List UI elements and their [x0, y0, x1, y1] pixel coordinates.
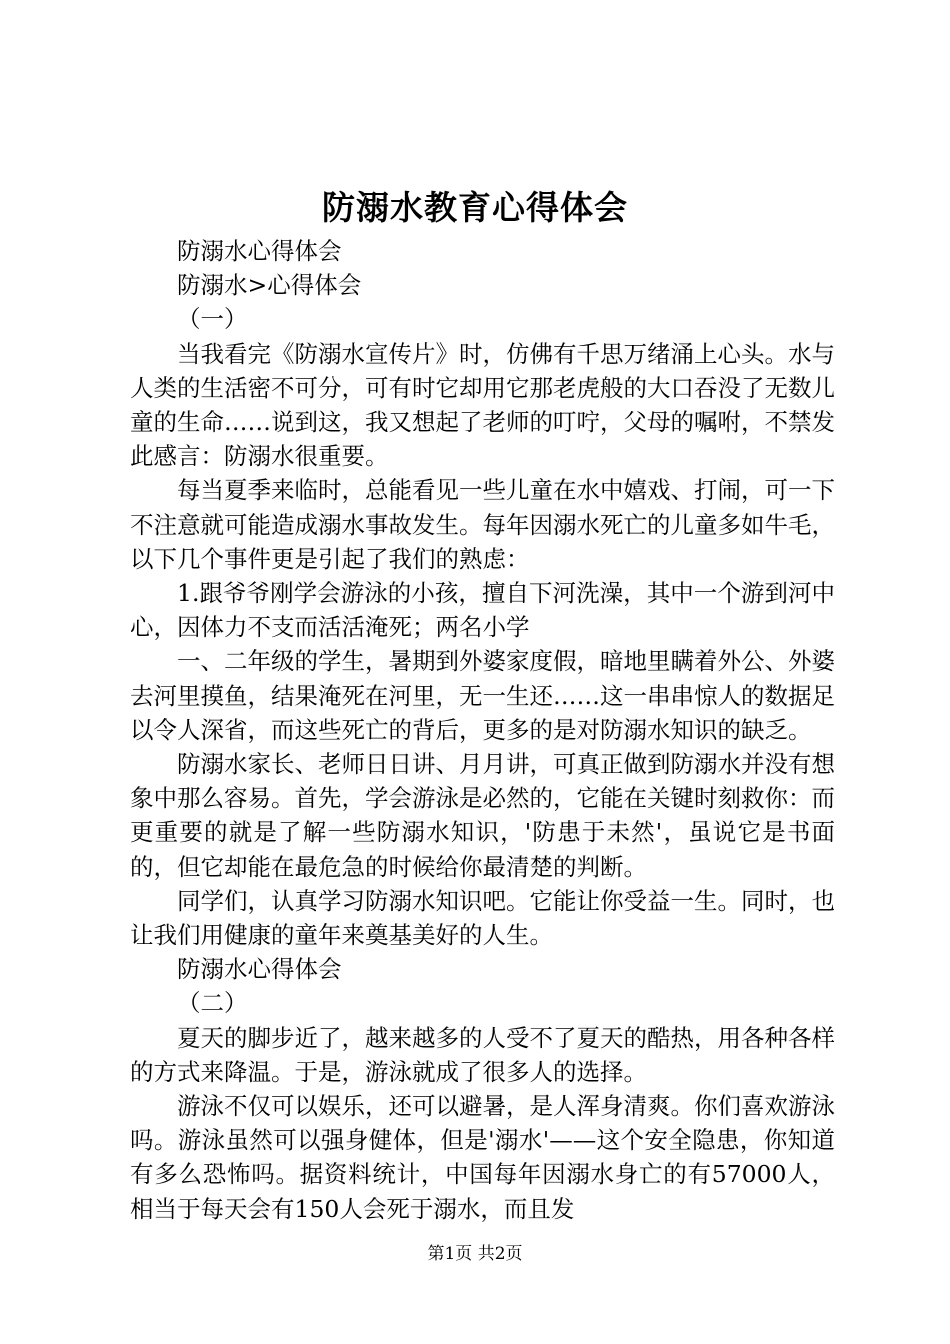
section-label: 防溺水>心得体会: [177, 271, 362, 300]
section-label: 防溺水心得体会: [177, 237, 342, 265]
section-number: （二）: [177, 989, 248, 1018]
document-body: [130, 234, 835, 1226]
section-label: 防溺水心得体会: [177, 955, 342, 984]
document-title: 防溺水教育心得体会: [322, 188, 628, 227]
body-paragraph: 1.跟爷爷刚学会游泳的小孩，擅自下河洗澡，其中一个游到河中心，因体力不支而活活淹死；两名小学: [130, 579, 835, 642]
page-footer: 第1页 共2页: [427, 1244, 523, 1264]
section-number: （一）: [177, 305, 248, 334]
body-paragraph: 游泳不仅可以娱乐，还可以避暑，是人浑身清爽。你们喜欢游泳吗。游泳虽然可以强身健体，但是'溺水'——这个安全隐患，你知道有多么恐怖吗。据资料统计，中国每年因溺水身亡的有57000人，相当于每天会有150人会死于溺水，而且发: [130, 1092, 835, 1223]
body-paragraph: 一、二年级的学生，暑期到外婆家度假，暗地里瞒着外公、外婆去河里摸鱼，结果淹死在河里，无一生还……这一串串惊人的数据足以令人深省，而这些死亡的背后，更多的是对防溺水知识的缺乏。: [130, 647, 835, 744]
body-paragraph: 同学们，认真学习防溺水知识吧。它能让你受益一生。同时，也让我们用健康的童年来奠基美好的人生。: [130, 886, 835, 950]
body-paragraph: 当我看完《防溺水宣传片》时，仿佛有千思万绪涌上心头。水与人类的生活密不可分，可有时它却用它那老虎般的大口吞没了无数儿童的生命……说到这，我又想起了老师的叮咛，父母的嘱咐，不禁发此感言：防溺水很重要。: [130, 339, 835, 471]
body-paragraph: 夏天的脚步近了，越来越多的人受不了夏天的酷热，用各种各样的方式来降温。于是，游泳就成了很多人的选择。: [130, 1023, 835, 1086]
body-paragraph: 防溺水家长、老师日日讲、月月讲，可真正做到防溺水并没有想象中那么容易。首先，学会游泳是必然的，它能在关键时刻救你：而更重要的就是了解一些防溺水知识，'防患于未然'，虽说它是书面的，但它却能在最危急的时候给你最清楚的判断。: [130, 750, 835, 881]
body-paragraph: 每当夏季来临时，总能看见一些儿童在水中嬉戏、打闹，可一下不注意就可能造成溺水事故发生。每年因溺水死亡的儿童多如牛毛，以下几个事件更是引起了我们的熟虑：: [130, 476, 835, 573]
